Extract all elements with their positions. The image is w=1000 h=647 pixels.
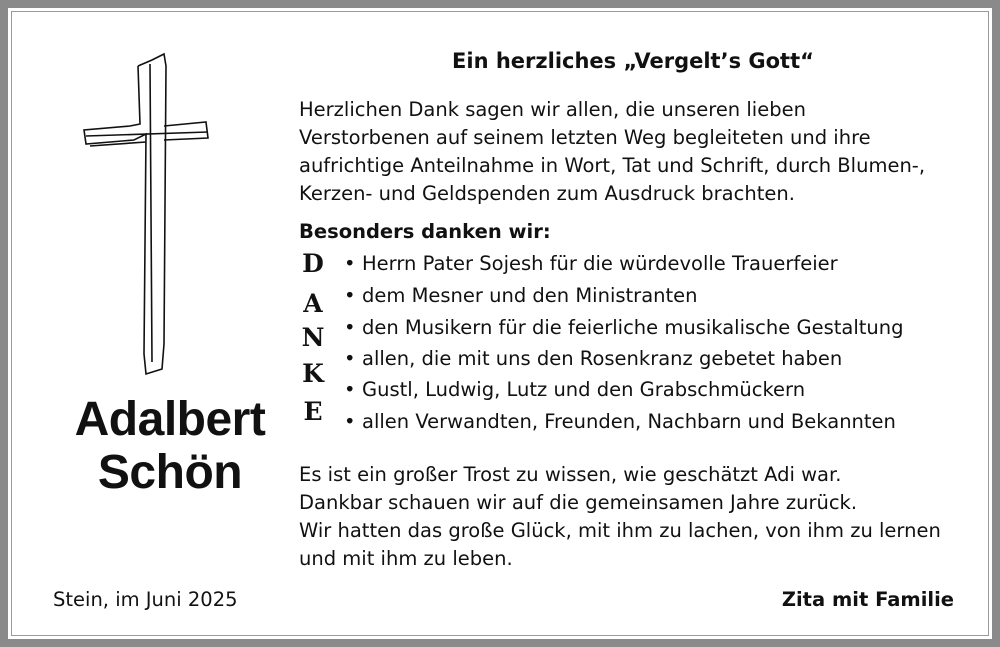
bullet-icon: •: [344, 316, 356, 339]
thanks-list-item: [344, 282, 698, 310]
danke-letter: A: [303, 289, 323, 318]
thanks-list-item: [344, 250, 838, 278]
danke-letter: D: [302, 249, 324, 278]
intro-line: aufrichtige Anteilnahme in Wort, Tat und Schrift, durch Blumen-,: [299, 154, 926, 177]
thanks-text: den Musikern für die feierliche musikalische Gestaltung: [362, 316, 904, 339]
cross-icon: [76, 44, 216, 384]
closing-line: Wir hatten das große Glück, mit ihm zu lachen, von ihm zu lernen: [299, 519, 941, 542]
danke-letter: N: [301, 323, 325, 352]
danke-letter: K: [302, 359, 324, 388]
danke-letter: E: [303, 397, 323, 426]
closing-line: und mit ihm zu leben.: [299, 547, 513, 570]
obituary-card: [8, 8, 992, 639]
deceased-first-name: Adalbert: [74, 393, 266, 446]
deceased-last-name: Schön: [97, 446, 243, 499]
thanks-text: allen, die mit uns den Rosenkranz gebetet haben: [362, 347, 843, 370]
thanks-text: dem Mesner und den Ministranten: [362, 284, 698, 307]
thanks-text: allen Verwandten, Freunden, Nachbarn und Bekannten: [362, 410, 896, 433]
bullet-icon: •: [344, 378, 356, 401]
closing-paragraph: [299, 461, 941, 573]
closing-line: Dankbar schauen wir auf die gemeinsamen Jahre zurück.: [299, 491, 858, 514]
bullet-icon: •: [344, 284, 356, 307]
bullet-icon: •: [344, 347, 356, 370]
bullet-icon: •: [344, 252, 356, 275]
thanks-text: Gustl, Ludwig, Lutz und den Grabschmückern: [362, 378, 806, 401]
thanks-list-item: [344, 345, 842, 373]
signature: Zita mit Familie: [781, 588, 954, 611]
special-thanks-heading: Besonders danken wir:: [299, 220, 551, 243]
thanks-list-item: [344, 408, 896, 436]
thanks-list-item: [344, 314, 903, 342]
thanks-list-item: [344, 376, 805, 404]
place-date: Stein, im Juni 2025: [53, 588, 238, 611]
closing-line: Es ist ein großer Trost zu wissen, wie geschätzt Adi war.: [299, 463, 842, 486]
intro-line: Verstorbenen auf seinem letzten Weg begleiteten und ihre: [299, 126, 871, 149]
intro-line: Herzlichen Dank sagen wir allen, die unseren lieben: [299, 98, 806, 121]
bullet-icon: •: [344, 410, 356, 433]
thanks-text: Herrn Pater Sojesh für die würdevolle Trauerfeier: [362, 252, 838, 275]
intro-paragraph: [299, 96, 925, 208]
intro-line: Kerzen- und Geldspenden zum Ausdruck brachten.: [299, 182, 795, 205]
heading: Ein herzliches „Vergelt’s Gott“: [452, 49, 814, 73]
